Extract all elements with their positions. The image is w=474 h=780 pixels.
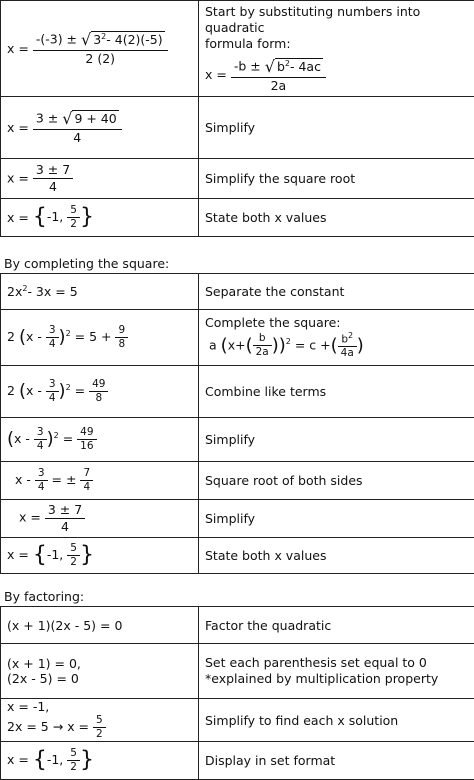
fraction — [67, 204, 80, 231]
numerator: 9 — [115, 324, 128, 338]
numerator: 5 — [67, 204, 80, 218]
math-cell — [1, 644, 199, 699]
description-cell: Simplify to find each x solution — [199, 699, 474, 742]
math-cell — [1, 742, 199, 780]
description-text: Start by substituting numbers into quadratic — [205, 4, 470, 37]
denominator: 2a — [253, 346, 272, 359]
denominator: 8 — [89, 392, 108, 405]
description-cell: Square root of both sides — [199, 462, 474, 500]
term: x+ — [228, 337, 246, 352]
equation: x = -1, — [7, 699, 192, 714]
radicand: 9 + 40 — [72, 110, 118, 126]
numerator: 5 — [93, 714, 106, 728]
description-text: Complete the square: — [205, 315, 470, 331]
fraction — [34, 426, 47, 453]
numerator: b — [253, 332, 272, 346]
term: x - — [15, 472, 31, 487]
term: 2x — [7, 284, 22, 299]
description-cell: State both x values — [199, 199, 474, 237]
description-cell: Factor the quadratic — [199, 607, 474, 644]
factoring-table — [0, 606, 474, 780]
table-row — [1, 538, 474, 574]
fraction — [67, 542, 80, 569]
solution-value: -1, — [47, 209, 63, 224]
denominator: 4 — [45, 519, 85, 535]
description-text: formula form: — [205, 36, 470, 52]
fraction — [33, 30, 168, 67]
fraction — [89, 378, 108, 405]
description-cell — [199, 310, 474, 366]
term: a — [209, 337, 217, 352]
lhs: x = — [205, 66, 227, 81]
solution-value: -1, — [47, 752, 63, 767]
table-row — [1, 1, 474, 97]
set-brace-close: } — [80, 543, 94, 568]
set-brace-open: { — [33, 205, 47, 230]
fraction — [231, 57, 326, 94]
section-heading: By completing the square: — [4, 256, 169, 271]
fraction — [80, 467, 93, 494]
description-cell: Display in set format — [199, 742, 474, 780]
table-row — [1, 462, 474, 500]
equation: x = — [67, 719, 89, 734]
description-cell — [199, 1, 474, 97]
denominator: 2 — [67, 556, 80, 569]
numerator: 3 ± 7 — [33, 162, 73, 179]
math-cell — [1, 274, 199, 310]
completing-square-table — [0, 273, 474, 574]
radicand: 3 — [93, 32, 101, 47]
table-row — [1, 97, 474, 159]
exponent: 2 — [101, 32, 106, 41]
term: - 3x = 5 — [27, 284, 77, 299]
description-cell: Simplify — [199, 418, 474, 462]
table-row — [1, 366, 474, 418]
math-cell — [1, 199, 199, 237]
table-row — [1, 274, 474, 310]
table-row — [1, 500, 474, 538]
term: = 5 + — [75, 329, 112, 344]
math-cell — [1, 159, 199, 199]
exponent: 2 — [66, 383, 71, 392]
lhs: x = — [19, 510, 41, 525]
set-brace-close: } — [80, 748, 94, 773]
lhs: x = — [7, 210, 29, 225]
denominator: 4 — [33, 130, 122, 146]
table-row — [1, 418, 474, 462]
denominator: 2 — [93, 728, 106, 741]
radical: √ $b^2-$ 4ac — [265, 57, 323, 77]
fraction — [46, 378, 59, 405]
exponent: 2 — [54, 431, 59, 440]
description-text: Set each parenthesis set equal to 0 — [205, 655, 470, 671]
exponent: 2 — [348, 331, 353, 340]
fraction — [253, 332, 272, 359]
equation: (2x - 5) = 0 — [7, 671, 192, 686]
math-cell: (x + 1)(2x - 5) = 0 — [1, 607, 199, 644]
table-row — [1, 199, 474, 237]
description-cell: Simplify the square root — [199, 159, 474, 199]
table-row — [1, 607, 474, 644]
description-cell: Combine like terms — [199, 366, 474, 418]
exponent: 2 — [286, 337, 291, 346]
section-heading: By factoring: — [4, 589, 84, 604]
solution-value: -1, — [47, 547, 63, 562]
fraction — [35, 467, 48, 494]
fraction — [33, 109, 122, 146]
set-brace-open: { — [33, 543, 47, 568]
completing-square-formula: a (x+( $\frac{b}{2a}$ ))$^2$ = c +( $\frac{b^2}{4a}$ ) — [205, 331, 470, 361]
exponent: 2 — [22, 284, 27, 293]
fraction — [67, 747, 80, 774]
math-cell: (x - $\frac{3}{4}$ )$^2$ = $\frac{49}{16}$ — [1, 418, 199, 462]
exponent: 2 — [285, 59, 290, 68]
fraction — [115, 324, 128, 351]
term: x - — [14, 431, 30, 446]
math-cell: 2 (x - $\frac{3}{4}$ )$^2$ = $\frac{49}{8}$ — [1, 366, 199, 418]
math-cell — [1, 462, 199, 500]
equals: = — [63, 431, 73, 446]
denominator: 16 — [77, 440, 96, 453]
denominator: 4 — [33, 179, 73, 195]
denominator: 2 (2) — [33, 51, 168, 67]
description-cell: Separate the constant — [199, 274, 474, 310]
numerator: 7 — [80, 467, 93, 481]
numerator: 49 — [89, 378, 108, 392]
denominator: 4 — [46, 392, 59, 405]
fraction — [338, 331, 357, 361]
math-cell — [1, 97, 199, 159]
numerator: 5 — [67, 747, 80, 761]
numerator: 3 — [46, 378, 59, 392]
quadratic-formula — [205, 57, 470, 94]
math-cell: 2 (x - $\frac{3}{4}$ )$^2$ = 5 + $\frac{9}{8}$ — [1, 310, 199, 366]
description-cell — [199, 644, 474, 699]
denominator: 4 — [80, 481, 93, 494]
denominator: 2a — [231, 78, 326, 94]
numerator: 5 — [67, 542, 80, 556]
lhs: x = — [7, 547, 29, 562]
description-cell: Simplify — [199, 97, 474, 159]
numerator: 3 ± 7 — [45, 502, 85, 519]
numerator: b — [341, 333, 348, 345]
set-brace-close: } — [80, 205, 94, 230]
exponent: 2 — [66, 329, 71, 338]
term: x - — [26, 383, 42, 398]
table-row — [1, 742, 474, 780]
equation: (x + 1) = 0, — [7, 656, 192, 671]
table-row — [1, 644, 474, 699]
radical: √ $3^2-$ 4(2)(-5) — [81, 30, 165, 50]
radicand-rest: - 4ac — [290, 59, 321, 74]
denominator: 4a — [338, 347, 357, 360]
denominator: 2 — [67, 761, 80, 774]
table-row — [1, 310, 474, 366]
table-row — [1, 159, 474, 199]
math-cell — [1, 1, 199, 97]
fraction — [45, 502, 85, 534]
fraction — [93, 714, 106, 741]
radicand: b — [277, 59, 285, 74]
numerator: 49 — [77, 426, 96, 440]
term: = c + — [295, 337, 331, 352]
arrow-icon: → — [53, 719, 63, 734]
numerator: 3 — [46, 324, 59, 338]
equation: 2x = 5 — [7, 719, 49, 734]
fraction — [77, 426, 96, 453]
term: = ± — [52, 472, 77, 487]
equals: = — [75, 383, 85, 398]
denominator: 4 — [46, 338, 59, 351]
fraction — [46, 324, 59, 351]
denominator: 4 — [35, 481, 48, 494]
term: x - — [26, 329, 42, 344]
math-cell — [1, 500, 199, 538]
numerator-text: -(-3) ± — [36, 32, 77, 47]
denominator: 4 — [34, 440, 47, 453]
lhs: x = — [7, 752, 29, 767]
description-cell: State both x values — [199, 538, 474, 574]
math-cell — [1, 538, 199, 574]
numerator: 3 — [34, 426, 47, 440]
numerator-text: 3 ± — [36, 111, 58, 126]
lhs: x = — [7, 120, 29, 135]
radicand-rest: - 4(2)(-5) — [106, 32, 162, 47]
denominator: 8 — [115, 338, 128, 351]
coefficient: 2 — [7, 383, 15, 398]
radical: √ 9 + 40 — [62, 109, 118, 129]
math-cell — [1, 699, 199, 742]
description-cell: Simplify — [199, 500, 474, 538]
coefficient: 2 — [7, 329, 15, 344]
lhs: x = — [7, 41, 29, 56]
description-text: *explained by multiplication property — [205, 671, 470, 687]
lhs: x = — [7, 171, 29, 186]
table-row — [1, 699, 474, 742]
fraction — [33, 162, 73, 194]
numerator-text: -b ± — [234, 58, 261, 73]
numerator: 3 — [35, 467, 48, 481]
set-brace-open: { — [33, 748, 47, 773]
quadratic-formula-table — [0, 0, 474, 237]
denominator: 2 — [67, 218, 80, 231]
